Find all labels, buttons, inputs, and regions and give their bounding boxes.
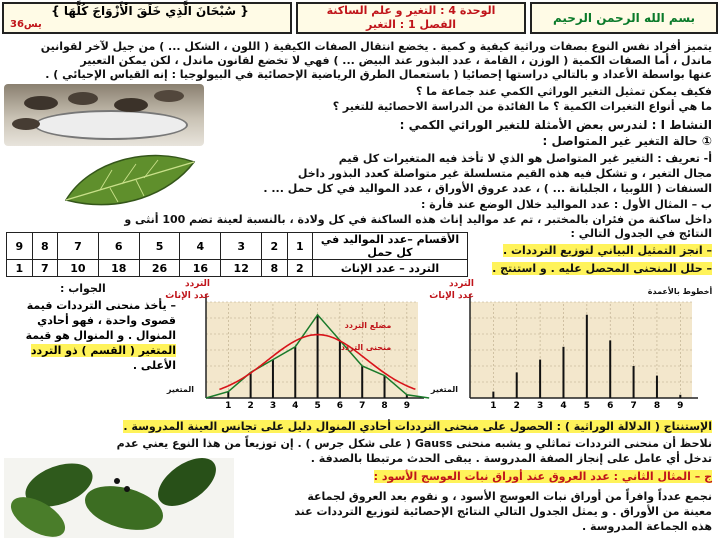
table-cell: 12 [221, 260, 262, 277]
unit-title: الوحدة 4 : التغير و علم الساكنة [326, 4, 496, 17]
task-2 [492, 262, 712, 276]
y-axis-subtitle: عدد الإناث [165, 291, 210, 301]
polygon-label: مضلع التردد [344, 321, 392, 330]
x-axis-title: المتغير [430, 385, 458, 394]
y-axis-subtitle: عدد الإناث [429, 291, 474, 301]
table-cell: 2 [287, 260, 312, 277]
conclusion-text-1: الإستنتاج ( الدلالة الوراثية ) : الحصول على منحنى الترددات أحادي المنوال دليل على تجانس العينة المدروسة . [123, 420, 712, 433]
example1-line-2: النتائج في الجدول التالي : [570, 227, 712, 240]
frequency-polygon-chart [165, 276, 442, 416]
x-tick-label: 3 [536, 401, 544, 411]
x-tick-label: 1 [225, 401, 232, 411]
conclusion-line-1 [123, 420, 712, 434]
table-cell: 2 [262, 233, 287, 260]
verse-box [2, 2, 292, 34]
answer-line: قصوى واحدة ، فهو أحادي [37, 314, 176, 327]
x-tick-label: 1 [490, 401, 497, 411]
example1-line-1: داخل ساكنة من فئران بالمختبر ، تم عد مواليد إناث هذه الساكنة في كل ولادة ، بالنسبة لعينة تضم 100 أنثى و [124, 213, 712, 226]
definition-line-2: مجال التغير ، و تشكل فيه هذه القيم متسلسلة غير متواصلة كعدد البذور داخل [297, 167, 712, 180]
table-cell: 6 [98, 233, 139, 260]
x-tick-label: 3 [269, 401, 277, 411]
answer-text [4, 298, 176, 373]
definition-line-3: السنفات ( اللوبيا ، الجلبانة ... ) ، عدد عروق الأوراق ، عدد المواليد في كل حمل ... . [263, 182, 712, 195]
x-tick-label: 8 [381, 401, 388, 411]
verse-ref: يس36 [10, 19, 42, 30]
table-cell: 7 [32, 260, 57, 277]
case1-title: ① حالة التغير غير المتواصل : [542, 134, 712, 148]
table-cell: 16 [180, 260, 221, 277]
activity-title: النشاط I : لندرس بعض الأمثلة للتغير الوراثي الكمي : [399, 118, 712, 132]
mice-photo [4, 84, 204, 146]
table-cell: 18 [98, 260, 139, 277]
x-tick-label: 8 [653, 401, 661, 411]
x-tick-label: 7 [630, 401, 637, 411]
table-cell: 10 [57, 260, 98, 277]
x-tick-label: 9 [677, 401, 684, 411]
bar-chart [429, 276, 716, 416]
answer-line: – يأخذ منحنى الترددات قيمة [26, 299, 176, 312]
table-cell: 8 [262, 260, 287, 277]
answer-line [4, 343, 176, 358]
chapter-title: الفصل 1 : التغير [366, 18, 456, 31]
x-tick-label: 4 [292, 401, 299, 411]
example2-line-1: نجمع عدداً وافراً من أوراق نبات العوسج الأسود ، و نقوم بعد العروق لجماعة [307, 490, 712, 503]
leaf-image [60, 150, 200, 212]
table-row-label: الأقسام –عدد المواليد في كل حمل [313, 233, 468, 260]
table-cell: 1 [7, 260, 33, 277]
x-tick-label: 7 [359, 401, 366, 411]
x-tick-label: 6 [336, 401, 344, 411]
answer-title: الجواب : [60, 282, 106, 295]
table-cell: 5 [139, 233, 180, 260]
answer-line-hl: المتغير ( القسم ) ذو التردد [30, 344, 176, 357]
table-row [7, 233, 468, 260]
y-axis-title: التردد [185, 279, 210, 289]
example2-title-text: ج – المثال الثاني : عدد العروق عند أوراق نبات العوسج الأسود : [373, 470, 712, 483]
table-row [7, 260, 468, 277]
example2-title [374, 470, 712, 484]
task-2-text: – حلل المنحنى المحصل عليه . و استنتج . [492, 262, 712, 275]
table-cell: 3 [221, 233, 262, 260]
x-axis-title: المتغير [166, 385, 194, 394]
curve-label: منحنى التردد [340, 343, 392, 352]
table-cell: 26 [139, 260, 180, 277]
example1-title: ب – المثال الأول : عدد المواليد خلال الوضع عند فأرة : [421, 198, 712, 211]
example2-line-2: معينة من الأوراق . و يمثل الجدول التالي النتائج الإحصائية لتوزيع الترددات عند [294, 505, 712, 518]
answer-line: الأعلى . [132, 359, 176, 372]
chart-legend: أخطوط بالأعمدة [647, 287, 713, 296]
answer-line: المنوال . و المنوال هو قيمة [25, 329, 176, 342]
example2-line-3: هذه الجماعة المدروسة . [582, 520, 712, 533]
x-tick-label: 9 [403, 401, 410, 411]
conclusion-line-2: نلاحظ أن منحنى الترددات تماثلي و يشبه منحنى Gauss ( على شكل جرس ) . إن توزيعاً من هذا النوع يعني عدم [116, 437, 712, 450]
definition-line-1: أ- تعريف : التغير غير المتواصل هو الذي لا تأخذ فيه المتغيرات كل قيم [338, 152, 712, 165]
x-tick-label: 4 [560, 401, 567, 411]
x-tick-label: 5 [583, 401, 590, 411]
task-1-text: – انجز التمثيل البياني لتوزيع الترددات . [502, 244, 712, 257]
intro-line-1: يتميز أفراد نفس النوع بصفات وراثية كيفية و كمية . يخضع انتقال الصفات الكيفية ( اللون ، الشكل ... ) من جيل لآخر لقوانين [40, 40, 712, 53]
table-row-label: التردد – عدد الإناث [313, 260, 468, 277]
intro-line-3: عنها بواسطة الأعداد و بالتالي دراستها إحصائيا ( باستعمال الطرق الرياضية الإحصائية في البيولوجيا : إنه القياس الإحيائي ) . [45, 68, 712, 81]
y-axis-title: التردد [449, 279, 474, 289]
x-tick-label: 2 [247, 401, 254, 411]
table-cell: 9 [7, 233, 33, 260]
table-cell: 4 [180, 233, 221, 260]
task-1 [503, 244, 712, 258]
verse: { سُبْحَانَ الَّذِي خَلَقَ الْأَزْوَاجَ كُلَّهَا } [51, 4, 249, 18]
table-cell: 7 [57, 233, 98, 260]
x-tick-label: 5 [314, 401, 321, 411]
conclusion-line-3: تدخل أي عامل على إنجاز الصفة المدروسة . يبقى الحدث مرتبطا بالصدفة . [310, 452, 712, 465]
x-tick-label: 6 [607, 401, 614, 411]
question-1: فكيف يمكن تمثيل التغير الوراثي الكمي عند جماعة ما ؟ [416, 85, 712, 98]
unit-box [296, 2, 526, 34]
question-2: ما هي أنواع التغيرات الكمية ؟ ما الفائدة من الدراسة الاحصائية للتغير ؟ [332, 100, 712, 113]
basmala-box [530, 2, 718, 34]
plant-photo [4, 458, 234, 538]
x-tick-label: 2 [513, 401, 520, 411]
births-table [6, 232, 468, 277]
table-cell: 1 [287, 233, 312, 260]
basmala: بسم الله الرحمن الرحيم [552, 11, 696, 25]
intro-line-2: ماندل ، أما الصفات الكمية ( الوزن ، القامة ، عدد البذور عند البيض ... ) فهي لا تخضع لقانون ماندل ، لكن يمكن التعبير [80, 54, 712, 67]
table-cell: 8 [32, 233, 57, 260]
